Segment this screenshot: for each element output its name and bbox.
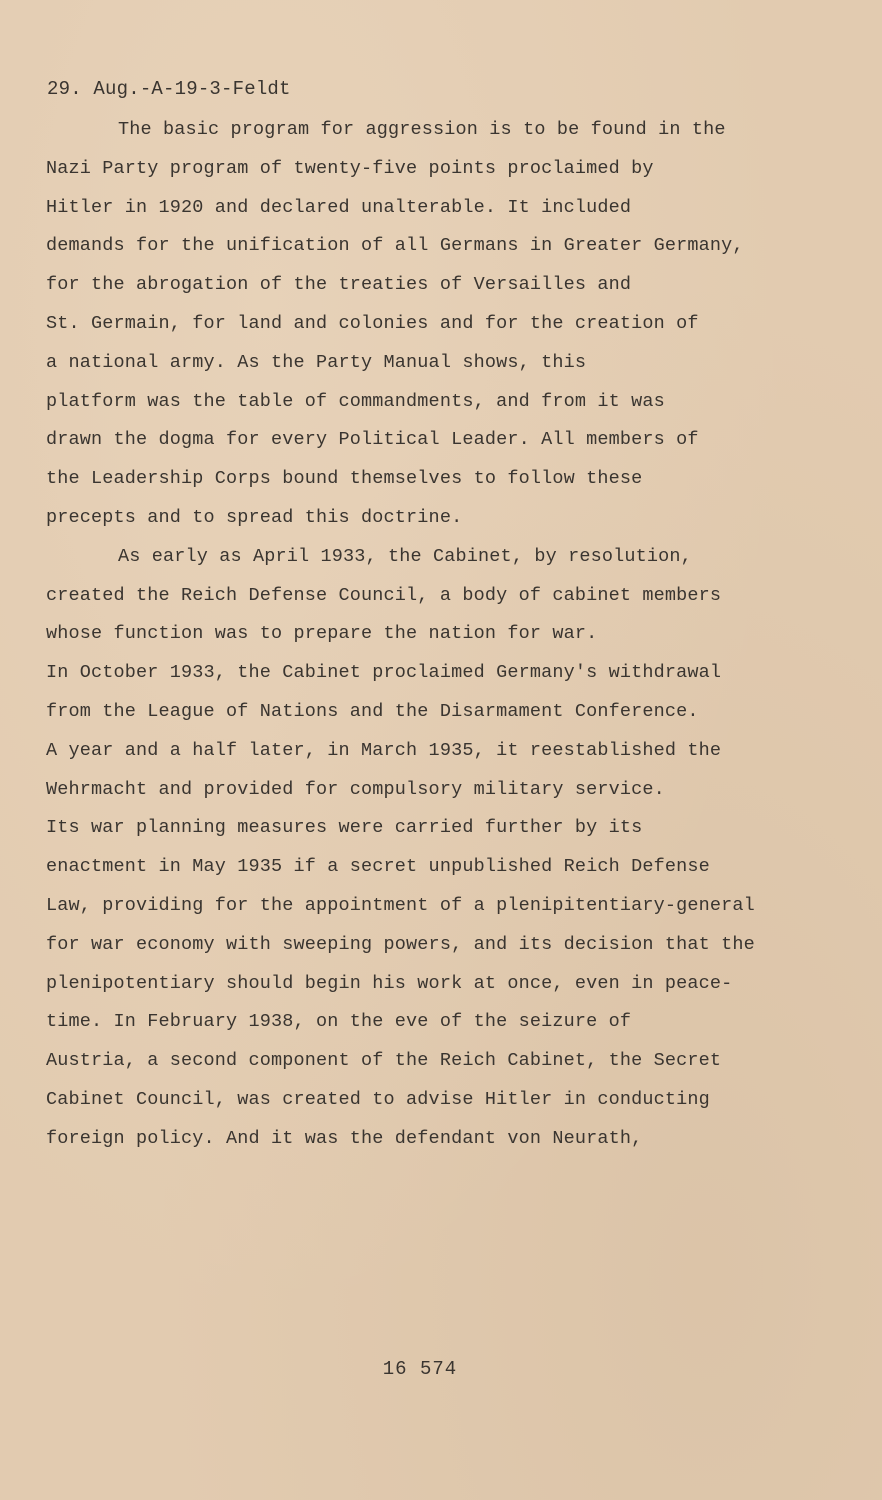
text-line: St. Germain, for land and colonies and for the creation of [46,312,699,334]
text-line: for war economy with sweeping powers, and its decision that the [46,933,755,955]
text-line: Austria, a second component of the Reich Cabinet, the Secret [46,1050,722,1072]
text-line: time. In February 1938, on the eve of the seizure of [46,1011,632,1033]
text-line: The basic program for aggression is to be found in the [118,119,726,140]
text-line: Its war planning measures were carried further by its [46,817,643,839]
text-line: platform was the table of commandments, and from it was [46,390,665,412]
text-line: Law, providing for the appointment of a plenipitentiary-general [46,894,755,916]
text-line: In October 1933, the Cabinet proclaimed Germany's withdrawal [46,662,722,684]
text-line: Hitler in 1920 and declared unalterable. It included [46,196,632,218]
text-line: precepts and to spread this doctrine. [46,506,463,528]
text-line: As early as April 1933, the Cabinet, by resolution, [118,545,692,567]
text-line: created the Reich Defense Council, a body of cabinet members [46,584,722,606]
text-line: A year and a half later, in March 1935, it reestablished the [46,739,722,761]
text-line: for the abrogation of the treaties of Versailles and [46,274,632,296]
text-line: Wehrmacht and provided for compulsory military service. [46,778,665,800]
text-line: a national army. As the Party Manual shows, this [46,351,587,373]
text-line: from the League of Nations and the Disarmament Conference. [46,700,699,722]
text-line: drawn the dogma for every Political Leader. All members of [46,429,699,451]
text-line: foreign policy. And it was the defendant von Neurath, [46,1127,643,1149]
text-line: the Leadership Corps bound themselves to follow these [46,468,643,490]
text-line: whose function was to prepare the nation for war. [46,623,598,645]
text-line: Nazi Party program of twenty-five points proclaimed by [46,157,654,179]
page-number: 16 574 [382,1358,458,1380]
text-line: Cabinet Council, was created to advise Hitler in conducting [46,1088,710,1110]
text-line: demands for the unification of all Germans in Greater Germany, [46,235,744,257]
text-line: enactment in May 1935 if a secret unpublished Reich Defense [46,856,710,878]
body-text [46,111,846,1159]
text-line: plenipotentiary should begin his work at once, even in peace- [46,972,733,994]
document-reference: 29. Aug.-A-19-3-Feldt [47,78,291,100]
